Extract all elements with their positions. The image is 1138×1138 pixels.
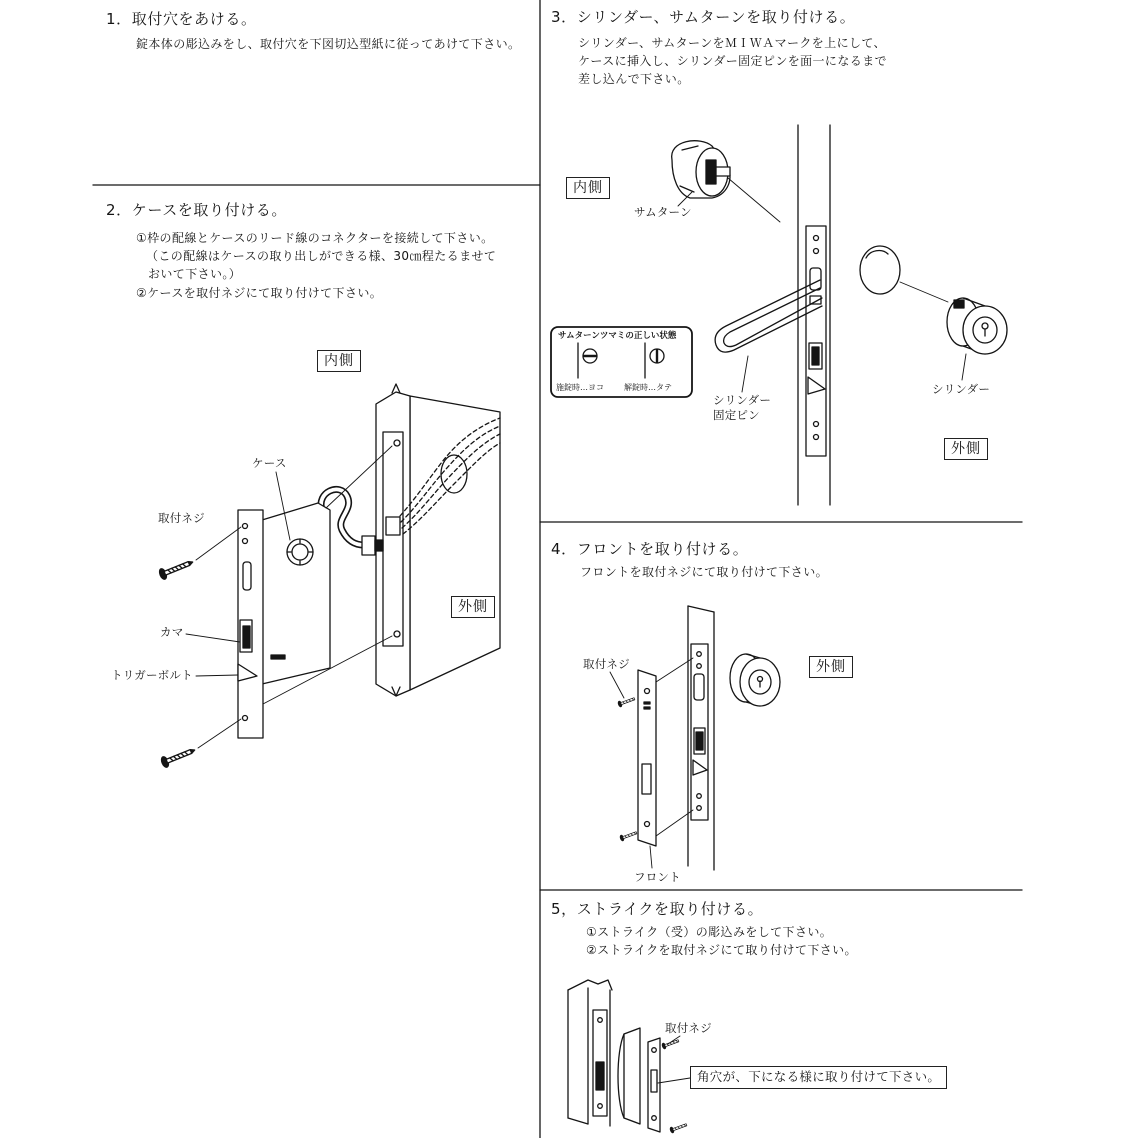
front-label: フロント (634, 870, 681, 884)
door-jamb (568, 980, 612, 1126)
step2-title: 2．ケースを取り付ける。 (106, 201, 287, 219)
outside-label: 外側 (944, 438, 988, 460)
step3-body-line: シリンダー、サムターンをＭＩＷＡマークを上にして、 (578, 36, 886, 50)
step1-body-line: 錠本体の彫込みをし、取付穴を下図切込型紙に従ってあけて下さい。 (136, 37, 521, 51)
step2-diagram (158, 384, 500, 768)
screw-icon (160, 745, 197, 768)
leader-fixing-pin (742, 356, 748, 392)
step2-body-line: ②ケースを取付ネジにて取り付けて下さい。 (136, 286, 383, 300)
outside-label: 外側 (809, 656, 853, 678)
door-panel (376, 384, 500, 696)
step5-body-line: ②ストライクを取付ネジにて取り付けて下さい。 (586, 943, 857, 957)
screw-label: 取付ネジ (158, 511, 205, 525)
lock-front-plate (806, 226, 826, 456)
thumbturn-icon (672, 141, 730, 198)
inset-locked-caption: 施錠時…ヨコ (556, 383, 604, 392)
screw-label: 取付ネジ (583, 657, 630, 671)
cylinder-icon (947, 298, 1007, 354)
leader-cylinder (962, 354, 966, 380)
cylinder-label: シリンダー (932, 382, 991, 396)
screw-icon (158, 557, 195, 580)
door-recess (383, 432, 403, 646)
step3-body-line: 差し込んで下さい。 (578, 72, 690, 86)
step3-title: 3．シリンダー、サムターンを取り付ける。 (551, 8, 856, 26)
lock-case (238, 503, 330, 738)
step3-body-line: ケースに挿入し、シリンダー固定ピンを面一になるまで (578, 54, 887, 68)
leader-trigger-bolt (196, 675, 238, 676)
step4-diagram (610, 606, 780, 870)
trigger-bolt-label: トリガーボルト (111, 668, 193, 682)
cylinder-cap (860, 246, 900, 294)
fixing-pin-label: 固定ピン (713, 408, 760, 422)
fixing-pin-label: シリンダー (713, 393, 772, 407)
screw-icon (617, 696, 635, 708)
leader-kama (186, 634, 240, 642)
frame-connector (386, 517, 400, 535)
step3-diagram (551, 125, 1007, 505)
inset-title: サムターンツマミの正しい状態 (558, 331, 677, 341)
inside-label: 内側 (566, 177, 610, 199)
screw-icon (619, 830, 637, 842)
square-hole-note: 角穴が、下になる様に取り付けて下さい。 (690, 1066, 947, 1089)
step2-body-line: ①枠の配線とケースのリード線のコネクターを接続して下さい。 (136, 231, 494, 245)
step2-body-line: （この配線はケースの取り出しができる様、30㎝程たるませて (146, 249, 497, 263)
case-label: ケース (252, 456, 287, 470)
thumbturn-label: サムターン (634, 205, 692, 219)
step4-body-line: フロントを取付ネジにて取り付けて下さい。 (580, 565, 829, 579)
inside-label: 内側 (317, 350, 361, 372)
leader-note (658, 1078, 690, 1083)
step2-body-line: おいて下さい。） (148, 267, 242, 281)
step5-diagram (568, 980, 690, 1133)
screw-label: 取付ネジ (665, 1021, 712, 1035)
step5-body-line: ①ストライク（受）の彫込みをして下さい。 (586, 925, 833, 939)
outside-label: 外側 (451, 596, 495, 618)
step4-title: 4．フロントを取り付ける。 (551, 540, 749, 558)
kama-label: カマ (160, 625, 184, 639)
inset-unlocked-caption: 解錠時…タテ (624, 383, 672, 392)
leader-front (650, 846, 652, 868)
step1-title: 1．取付穴をあける。 (106, 10, 257, 28)
front-plate (638, 670, 656, 846)
cylinder-icon (730, 654, 780, 706)
screw-icon (661, 1038, 679, 1050)
door-plate (691, 644, 708, 820)
leader-screw (610, 672, 624, 698)
strike-plate (618, 1028, 660, 1132)
case-connector (362, 536, 375, 555)
step5-title: 5，ストライクを取り付ける。 (551, 900, 764, 918)
screw-icon (669, 1122, 687, 1134)
